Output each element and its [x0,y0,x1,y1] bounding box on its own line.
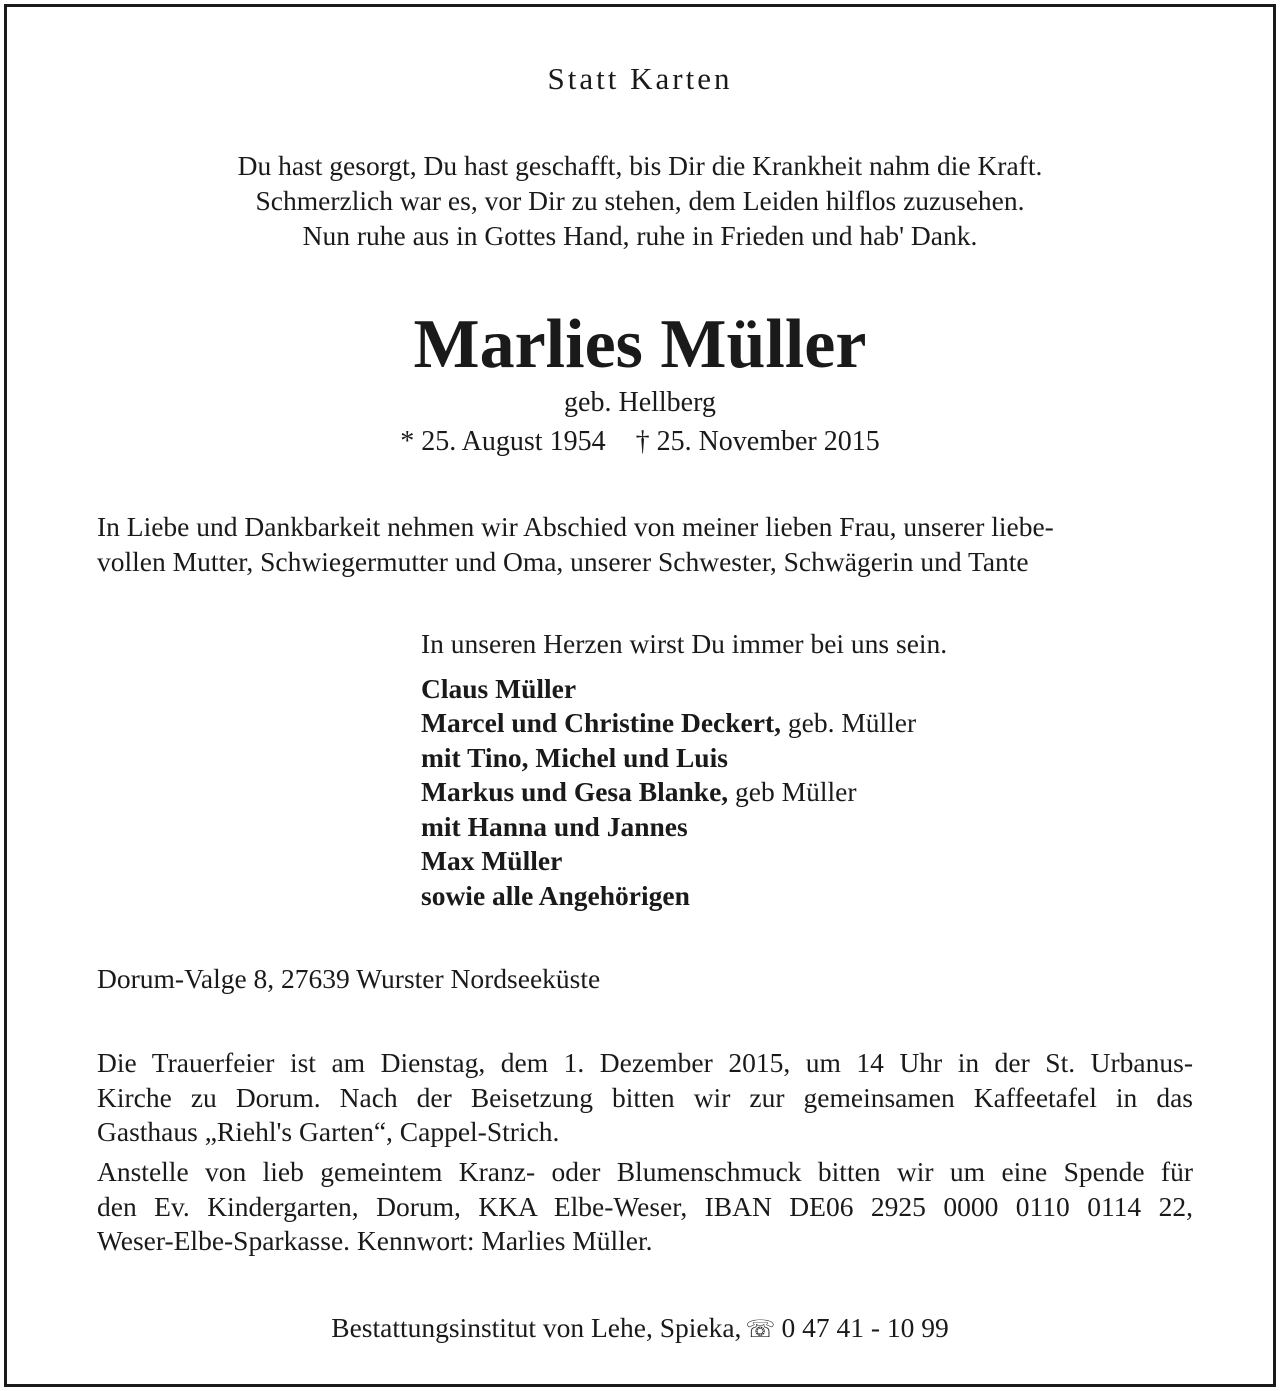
mourners-block [421,627,947,913]
poem-line: Schmerzlich war es, vor Dir zu stehen, dem Leiden hilflos zuzusehen. [255,185,1025,216]
poem-line: Du hast gesorgt, Du hast geschafft, bis Dir die Krankheit nahm die Kraft. [237,150,1043,181]
birth-date: * 25. August 1954 [400,426,606,457]
maiden-name: geb. Hellberg [564,387,716,418]
mourner-entry [421,775,947,810]
life-dates [7,424,1273,460]
poem [7,148,1273,253]
mourner-entry [421,741,947,776]
donation-paragraph [97,1155,1193,1259]
mourner-name: Markus und Gesa Blanke, [421,776,729,807]
ceremony-line: Die Trauerfeier ist am Dienstag, dem 1. Dezember 2015, um 14 Uhr in der St. Urbanus- [97,1047,1193,1078]
mourner-name: Claus Müller [421,672,577,704]
intro-text [97,509,1193,579]
ceremony-paragraph [97,1046,1193,1150]
phone-number: 0 47 41 - 10 99 [781,1312,949,1343]
header-statt-karten: Statt Karten [547,61,733,96]
ceremony-line: Gasthaus „Riehl's Garten“, Cappel-Strich. [97,1116,560,1147]
mourner-entry [421,672,947,707]
mourner-name: mit Tino, Michel und Luis [421,741,728,773]
motto: In unseren Herzen wirst Du immer bei uns sein. [421,628,948,659]
ceremony-line: Kirche zu Dorum. Nach der Beisetzung bitten wir zur gemeinsamen Kaffeetafel in das [97,1081,1193,1113]
mourner-entry [421,810,947,845]
donation-line: den Ev. Kindergarten, Dorum, KKA Elbe-Weser, IBAN DE06 2925 0000 0110 0114 22, [97,1190,1193,1222]
mourner-name: Marcel und Christine Deckert, [421,707,781,738]
poem-line: Nun ruhe aus in Gottes Hand, ruhe in Frieden und hab' Dank. [302,220,978,251]
funeral-home-footer [7,1310,1273,1347]
notice-frame [4,4,1276,1387]
death-date: † 25. November 2015 [635,426,880,457]
mourner-name: sowie alle Angehörigen [421,879,690,911]
intro-line: In Liebe und Dankbarkeit nehmen wir Abschied von meiner lieben Frau, unserer liebe- [97,511,1054,542]
deceased-name: Marlies Müller [413,306,867,383]
donation-line: Weser-Elbe-Sparkasse. Kennwort: Marlies Müller. [97,1225,653,1256]
mourner-name: mit Hanna und Jannes [421,810,688,842]
intro-line: vollen Mutter, Schwiegermutter und Oma, unserer Schwester, Schwägerin und Tante [97,546,1029,577]
phone-icon: ☏ [745,1315,776,1343]
mourner-note: geb. Müller [780,707,917,738]
mourner-note: geb Müller [728,776,857,807]
mourner-entry [421,706,947,741]
mourner-entry [421,879,947,914]
donation-line: Anstelle von lieb gemeintem Kranz- oder Blumenschmuck bitten wir um eine Spende für [97,1156,1193,1187]
address: Dorum-Valge 8, 27639 Wurster Nordseeküste [97,963,601,994]
funeral-home-name: Bestattungsinstitut von Lehe, Spieka, [331,1312,742,1343]
mourner-entry [421,844,947,879]
mourner-name: Max Müller [421,845,563,876]
